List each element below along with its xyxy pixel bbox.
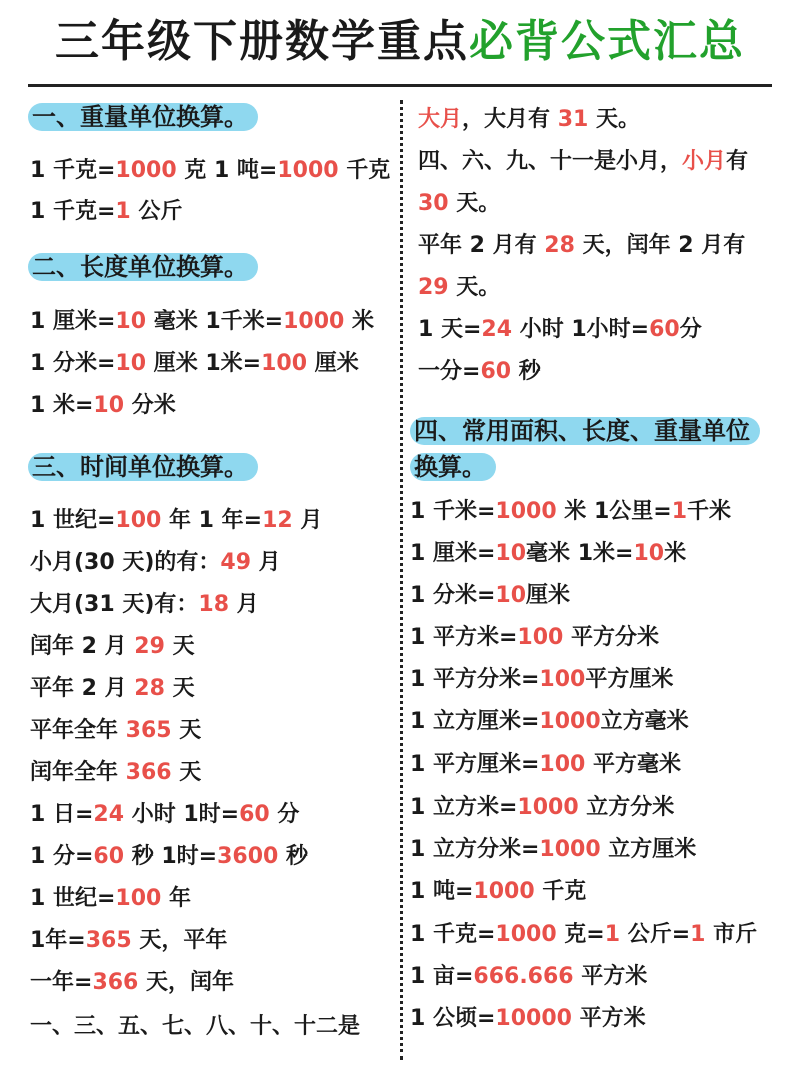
formula-text: 厘米 [307, 351, 359, 376]
formula-text: 公斤= [620, 922, 691, 947]
formula-text: 1 平方米= [410, 625, 518, 650]
formula-line [410, 496, 731, 528]
heading-common-units: 四、常用面积、长度、重量单位 [410, 414, 760, 448]
formula-line [30, 505, 322, 537]
heading-common-units-cont: 换算。 [410, 450, 496, 484]
formula-text: 闰年全年 [30, 760, 126, 785]
formula-text: 1 立方米= [410, 795, 518, 820]
formula-text: 平年全年 [30, 718, 126, 743]
text-line [418, 314, 702, 346]
formula-text: 平方米 [573, 964, 648, 989]
formula-text: 立方毫米 [600, 709, 689, 734]
highlighted-number: 1000 [495, 499, 557, 524]
highlighted-number: 10 [633, 541, 665, 566]
formula-text: 天，闰年 2 月有 [574, 233, 746, 258]
highlighted-number: 10 [495, 541, 527, 566]
formula-text: 1年= [30, 928, 86, 953]
formula-text: 小时 1小时= [512, 317, 650, 342]
formula-text: 月 [229, 592, 259, 617]
highlighted-number: 1 [690, 922, 706, 947]
formula-text: 1 世纪= [30, 886, 116, 911]
formula-text: 年 [161, 886, 192, 911]
highlighted-number: 3600 [217, 844, 279, 869]
formula-text: 千克 [534, 879, 587, 904]
text-line [418, 188, 500, 220]
highlighted-number: 28 [134, 676, 165, 701]
formula-text: 1 公顷= [410, 1006, 496, 1031]
formula-line [30, 967, 234, 999]
highlighted-number: 1000 [115, 158, 177, 183]
highlighted-number: 24 [93, 802, 125, 827]
highlighted-number: 31 [557, 107, 589, 132]
highlighted-number: 366 [125, 760, 172, 785]
formula-text: 千克 [338, 158, 391, 183]
formula-text: 平方分米 [563, 625, 660, 650]
formula-text: 天 [171, 718, 202, 743]
formula-text: 天，闰年 [138, 970, 235, 995]
heading-time-units: 三、时间单位换算。 [28, 450, 258, 484]
formula-text: 米 [664, 541, 687, 566]
highlighted-number: 10000 [495, 1006, 572, 1031]
formula-text: 1 厘米= [30, 309, 116, 334]
formula-line [410, 876, 586, 908]
text-line [418, 230, 745, 262]
highlighted-number: 100 [115, 508, 162, 533]
formula-text: 1 分= [30, 844, 94, 869]
formula-text: 1 亩= [410, 964, 474, 989]
formula-line [30, 196, 182, 228]
highlighted-number: 1000 [277, 158, 339, 183]
title-underline [28, 84, 772, 87]
formula-text: 小月(30 天)的有： [30, 550, 221, 575]
highlighted-number: 10 [115, 351, 147, 376]
formula-text: 毫米 1千米= [146, 309, 284, 334]
formula-text: 有 [726, 149, 749, 174]
formula-text: 天。 [448, 275, 501, 300]
formula-text: 分 [269, 802, 300, 827]
highlighted-number: 1000 [539, 709, 601, 734]
text-line [418, 104, 640, 136]
formula-text: 月 [251, 550, 281, 575]
formula-text: 1 米= [30, 393, 94, 418]
formula-text: 1 世纪= [30, 508, 116, 533]
formula-text: 公斤 [130, 199, 183, 224]
formula-line [410, 792, 674, 824]
formula-text: 平年 2 月有 [418, 233, 545, 258]
highlighted-number: 10 [115, 309, 147, 334]
highlighted-number: 29 [418, 275, 449, 300]
highlighted-number: 18 [198, 592, 230, 617]
formula-line [30, 883, 191, 915]
column-divider [400, 100, 403, 1060]
formula-text: 秒 [511, 359, 541, 384]
formula-text: 立方分米 [578, 795, 675, 820]
highlighted-number: 666.666 [473, 964, 574, 989]
heading-weight-units: 一、重量单位换算。 [28, 100, 258, 134]
formula-line [30, 715, 201, 747]
highlighted-number: 1 [604, 922, 621, 947]
formula-text: 四、六、九、十一是小月， [418, 149, 683, 174]
highlighted-number: 60 [480, 359, 512, 384]
formula-text: 小时 1时= [124, 802, 240, 827]
formula-text: 秒 1时= [124, 844, 218, 869]
formula-line [30, 631, 195, 663]
formula-text: ，大月有 [462, 107, 558, 132]
formula-line [410, 749, 681, 781]
highlighted-number: 小月 [682, 149, 727, 174]
formula-line [410, 834, 696, 866]
formula-text: 大月(31 天)有： [30, 592, 199, 617]
highlighted-number: 60 [93, 844, 125, 869]
formula-line [410, 538, 686, 570]
formula-line [30, 155, 390, 187]
formula-text: 天 [171, 760, 202, 785]
formula-text: 1 千米= [410, 499, 496, 524]
formula-text: 平方毫米 [585, 752, 682, 777]
formula-text: 月 [292, 508, 323, 533]
formula-text: 1 分米= [410, 583, 496, 608]
formula-text: 平方米 [571, 1006, 646, 1031]
highlighted-number: 1000 [495, 922, 557, 947]
highlighted-number: 1 [115, 199, 131, 224]
formula-text: 1 千克= [30, 199, 116, 224]
formula-text: 厘米 [526, 583, 571, 608]
highlighted-number: 1000 [283, 309, 345, 334]
formula-line [410, 706, 689, 738]
formula-text: 平年 2 月 [30, 676, 135, 701]
formula-text: 市斤 [705, 922, 758, 947]
highlighted-number: 366 [92, 970, 139, 995]
formula-line [30, 547, 281, 579]
formula-line [410, 664, 673, 696]
highlighted-number: 1000 [539, 837, 601, 862]
formula-text: 米 1公里= [556, 499, 672, 524]
highlighted-number: 100 [539, 667, 586, 692]
formula-text: 秒 [278, 844, 308, 869]
formula-text: 1 吨= [410, 879, 474, 904]
formula-line [30, 673, 195, 705]
highlighted-number: 24 [481, 317, 513, 342]
formula-text: 立方厘米 [600, 837, 697, 862]
highlighted-number: 365 [125, 718, 172, 743]
formula-text: 厘米 1米= [146, 351, 262, 376]
formula-text: 1 立方厘米= [410, 709, 540, 734]
formula-text: 米 [344, 309, 374, 334]
formula-text: 1 千克= [410, 922, 496, 947]
formula-text: 1 厘米= [410, 541, 496, 566]
formula-line [410, 580, 570, 612]
formula-text: 平方厘米 [585, 667, 674, 692]
formula-line [410, 919, 757, 951]
highlighted-number: 1000 [473, 879, 535, 904]
highlighted-number: 100 [261, 351, 308, 376]
highlighted-number: 365 [85, 928, 132, 953]
formula-text: 千米 [687, 499, 732, 524]
formula-text: 分米 [124, 393, 176, 418]
formula-text: 天。 [448, 191, 501, 216]
formula-text: 闰年 2 月 [30, 634, 135, 659]
formula-text: 天 [164, 634, 195, 659]
highlighted-number: 10 [495, 583, 527, 608]
highlighted-number: 29 [134, 634, 165, 659]
title-part-green: 必背公式汇总 [469, 16, 745, 67]
formula-text: 年 1 年= [161, 508, 263, 533]
formula-text: 天。 [588, 107, 640, 132]
formula-text: 1 平方厘米= [410, 752, 540, 777]
formula-text: 天，平年 [131, 928, 228, 953]
formula-text: 毫米 1米= [526, 541, 634, 566]
formula-line [30, 925, 227, 957]
highlighted-number: 10 [93, 393, 125, 418]
formula-line [410, 622, 659, 654]
formula-line [30, 390, 176, 422]
highlighted-number: 大月 [418, 107, 463, 132]
formula-line [30, 799, 299, 831]
formula-text: 1 日= [30, 802, 94, 827]
text-line [418, 146, 748, 178]
formula-line [410, 1003, 646, 1035]
highlighted-number: 1000 [517, 795, 579, 820]
highlighted-number: 100 [115, 886, 162, 911]
formula-text: 一年= [30, 970, 93, 995]
highlighted-number: 1 [671, 499, 688, 524]
formula-line [30, 841, 308, 873]
highlighted-number: 100 [539, 752, 586, 777]
formula-text: 克 1 吨= [176, 158, 278, 183]
highlighted-number: 60 [649, 317, 680, 342]
formula-text: 天 [164, 676, 195, 701]
formula-text: 1 平方分米= [410, 667, 540, 692]
formula-text: 分 [679, 317, 702, 342]
title-part-black: 三年级下册数学重点 [55, 16, 469, 67]
highlighted-number: 49 [220, 550, 252, 575]
text-line [418, 272, 500, 304]
formula-line [30, 306, 374, 338]
formula-text: 1 千克= [30, 158, 116, 183]
heading-length-units: 二、长度单位换算。 [28, 250, 258, 284]
text-line [418, 356, 541, 388]
highlighted-number: 30 [418, 191, 449, 216]
highlighted-number: 60 [239, 802, 270, 827]
formula-text: 克= [556, 922, 605, 947]
formula-line [30, 348, 359, 380]
highlighted-number: 100 [517, 625, 564, 650]
formula-line [410, 961, 647, 993]
formula-line [30, 589, 259, 621]
highlighted-number: 12 [262, 508, 293, 533]
page-title [0, 10, 800, 74]
formula-text: 1 立方分米= [410, 837, 540, 862]
formula-text: 一分= [418, 359, 481, 384]
formula-text: 1 分米= [30, 351, 116, 376]
formula-line: 一、三、五、七、八、十、十二是 [30, 1014, 361, 1039]
formula-text: 1 天= [418, 317, 482, 342]
formula-line [30, 757, 201, 789]
highlighted-number: 28 [544, 233, 575, 258]
